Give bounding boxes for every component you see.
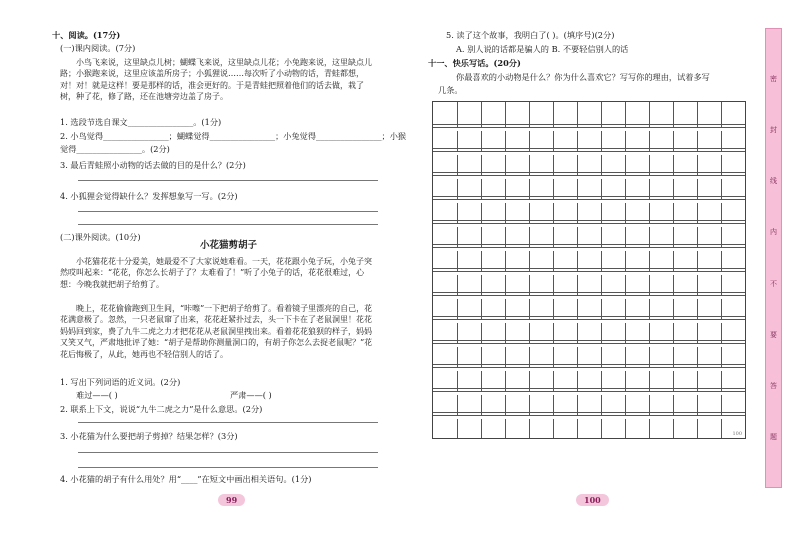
section-11-prompt-line1: 你最喜欢的小动物是什么？你为什么喜欢它？写写你的理由，试着多写	[456, 72, 710, 82]
part1-title: (一)课内阅读。(7分)	[60, 43, 136, 53]
sidebar-char: 要	[770, 330, 777, 339]
answer-line[interactable]	[78, 224, 378, 225]
grid-row-line	[433, 172, 745, 173]
story-question-2: 2. 联系上下文，说说“九牛二虎之力”是什么意思。(2分)	[60, 404, 263, 414]
question-1: 1. 选段节选自课文________________。(1分)	[60, 117, 222, 127]
grid-row-gap	[433, 151, 745, 155]
grid-row-gap	[433, 343, 745, 347]
section-11-title: 十一、快乐写话。(20分)	[428, 58, 521, 68]
grid-row-gap	[433, 175, 745, 179]
grid-row-line	[433, 316, 745, 317]
answer-line[interactable]	[78, 180, 378, 181]
story-question-1a: 难过——( )	[76, 390, 118, 400]
answer-line[interactable]	[78, 452, 378, 453]
sidebar-char: 不	[770, 279, 777, 288]
section-10-title: 十、阅读。(17分)	[52, 30, 121, 40]
seal-line-sidebar	[765, 28, 782, 488]
question-5-options: A. 别人说的话都是骗人的 B. 不要轻信别人的话	[456, 44, 629, 54]
question-4: 4. 小狐狸会觉得缺什么？发挥想象写一写。(2分)	[60, 191, 238, 201]
grid-row-gap	[433, 415, 745, 419]
grid-row-line	[433, 412, 745, 413]
grid-row-line	[433, 388, 745, 389]
question-2-line2: 觉得________________。(2分)	[60, 144, 170, 154]
grid-row-gap	[433, 319, 745, 323]
question-2-line1: 2. 小鸟觉得________________；蝴蝶觉得________________；小兔觉得________________；小猴	[60, 131, 407, 141]
story-question-4: 4. 小花猫的胡子有什么用处？用“____”在短文中画出相关语句。(1分)	[60, 474, 312, 484]
sidebar-char: 内	[770, 228, 777, 237]
story-paragraph-2: 晚上，花花偷偷跑到卫生间，“咔嚓”一下把胡子给剪了。看着镜子里漂亮的自己，花花满意极了。忽然，一只老鼠窜了出来，花花赶紧扑过去，头一下卡在了老鼠洞里！花花妈妈回到家，费了九牛二虎之力才把花花从老鼠洞里拽出来。看着花花狼狈的样子，妈妈又笑又气，严肃地批评了她：“胡子是帮助你测量洞口的，有胡子你怎么去捉老鼠呢？”花花后悔极了，从此，她再也不轻信别人的话了。	[60, 304, 373, 359]
grid-row-line	[433, 148, 745, 149]
writing-grid[interactable]	[432, 101, 746, 439]
sidebar-char: 题	[770, 432, 777, 441]
part1-passage: 小鸟飞来说，这里缺点儿树；蝴蝶飞来说，这里缺点儿花；小兔跑来说，这里缺点儿路；小猴跑来说，这里应该盖所房子；小狐狸说……每次听了小动物的话，青蛙都想，对！对！就是这样！要是那样的话，准会更好的。于是青蛙把照着他们的话去做，栽了树，种了花，修了路，还在池塘旁边盖了房子。	[60, 58, 372, 102]
page-number-left: 99	[218, 494, 245, 506]
grid-row-gap	[433, 295, 745, 299]
question-3: 3. 最后青蛙照小动物的话去做的目的是什么？(2分)	[60, 160, 246, 170]
question-5: 5. 读了这个故事，我明白了( )。(填序号)(2分)	[446, 30, 615, 40]
grid-row-gap	[433, 223, 745, 227]
grid-row-line	[433, 124, 745, 125]
story-question-3: 3. 小花猫为什么要把胡子剪掉？结果怎样？(3分)	[60, 431, 238, 441]
sidebar-char: 封	[770, 126, 777, 135]
grid-row-line	[433, 220, 745, 221]
section-11-prompt-line2: 几条。	[438, 85, 463, 95]
grid-count-mark: 100	[732, 431, 742, 437]
story-question-1b: 严肃——( )	[230, 390, 272, 400]
story-paragraph-1: 小花猫花花十分爱美，她最爱不了大家说她难看。一天，花花跟小兔子玩，小兔子突然哎叫起来：“花花，你怎么长胡子了？太难看了！”听了小兔子的话，花花很难过，心想：今晚我就把胡子给剪了。	[60, 257, 372, 289]
grid-row-gap	[433, 391, 745, 395]
grid-row-gap	[433, 247, 745, 251]
page-number-right: 100	[576, 494, 609, 506]
story-title: 小花猫剪胡子	[200, 240, 258, 251]
grid-row-gap	[433, 367, 745, 371]
sidebar-char: 密	[770, 75, 777, 84]
answer-line[interactable]	[78, 467, 378, 468]
grid-row-line	[433, 364, 745, 365]
answer-line[interactable]	[78, 422, 378, 423]
grid-row-line	[433, 268, 745, 269]
grid-row-line	[433, 340, 745, 341]
part2-title: (二)课外阅读。(10分)	[60, 232, 141, 242]
grid-row-gap	[433, 271, 745, 275]
sidebar-char: 线	[770, 177, 777, 186]
grid-row-line	[433, 244, 745, 245]
grid-row-line	[433, 196, 745, 197]
sidebar-char: 答	[770, 381, 777, 390]
grid-row-gap	[433, 127, 745, 131]
story-question-1: 1. 写出下列词语的近义词。(2分)	[60, 377, 181, 387]
grid-row-gap	[433, 199, 745, 203]
answer-line[interactable]	[78, 211, 378, 212]
grid-row-line	[433, 292, 745, 293]
